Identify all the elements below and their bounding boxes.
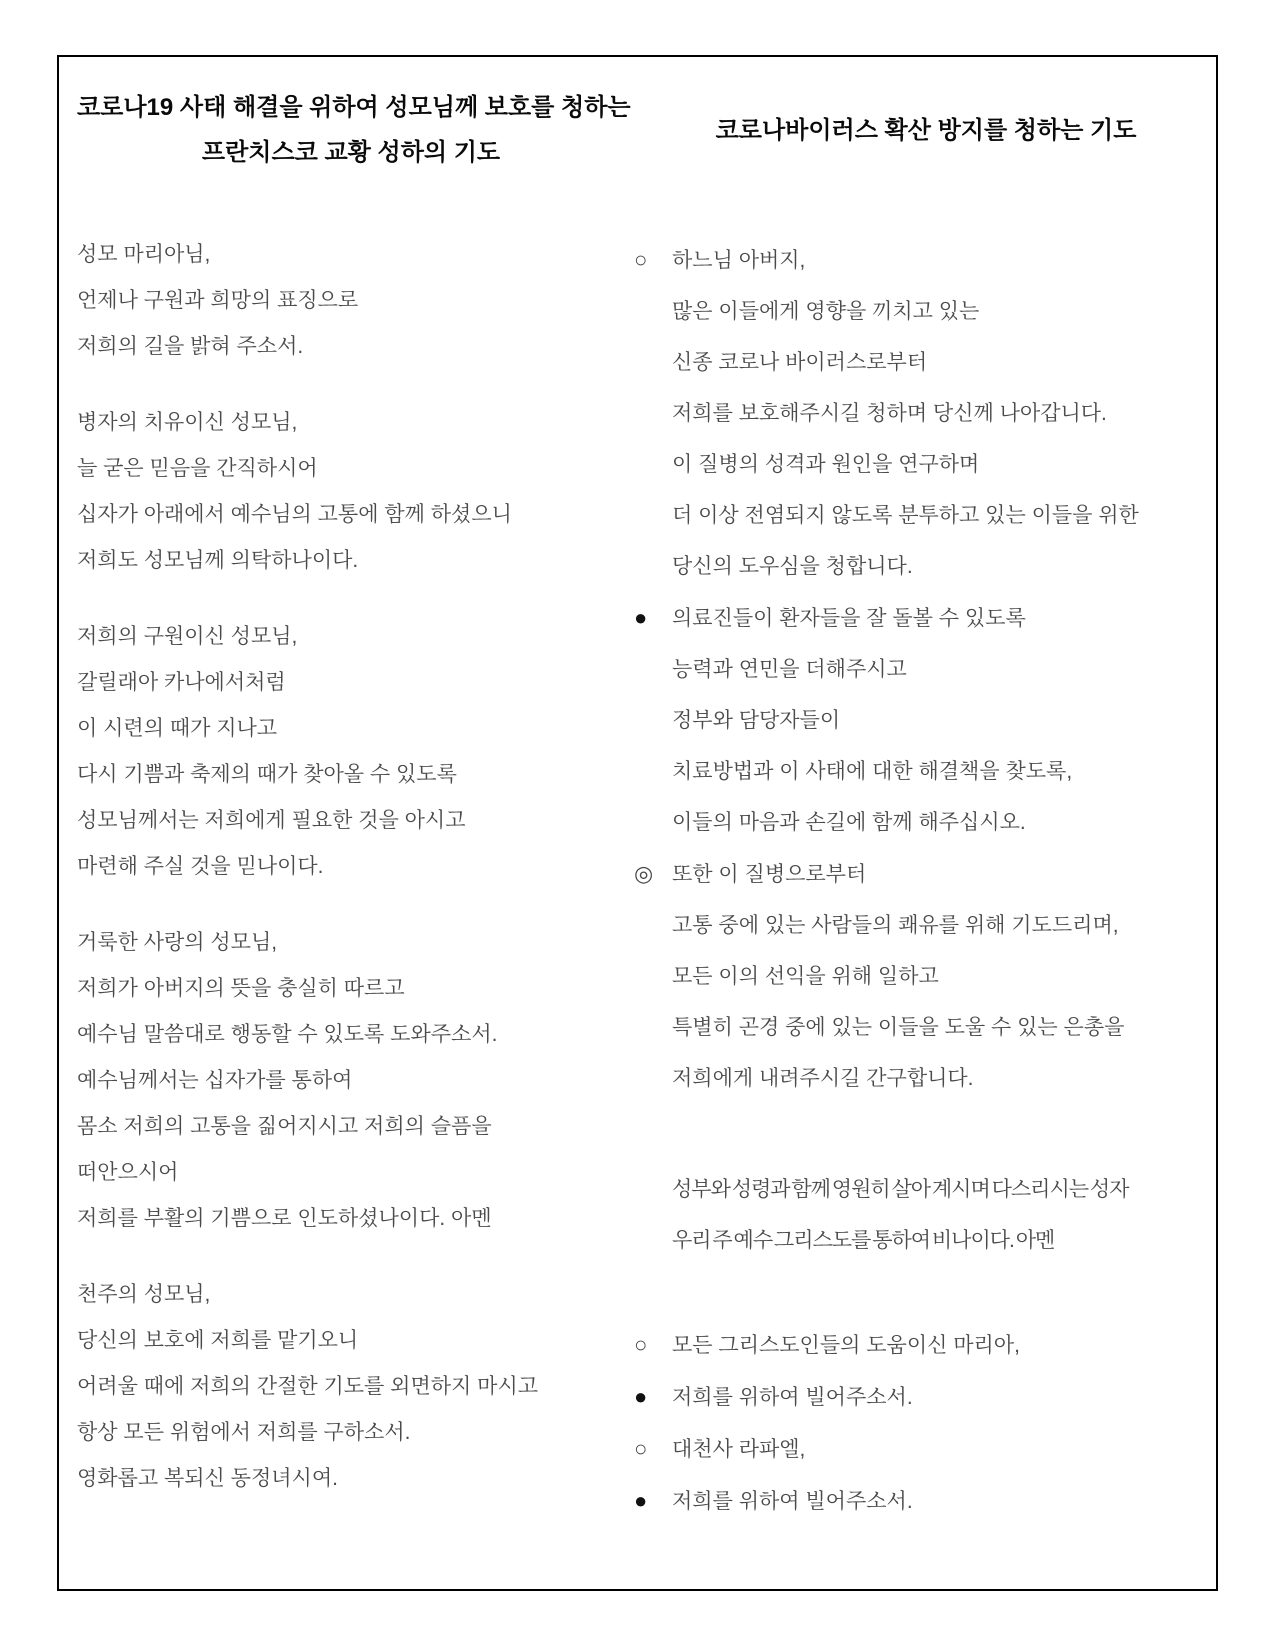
- left-title: [77, 85, 631, 175]
- prayer-line: 성부와 성령과 함께 영원히 살아 계시며 다스리시는 성자: [672, 1178, 1129, 1201]
- prayer-line: 늘 굳은 믿음을 간직하시어: [77, 457, 318, 480]
- prayer-line: 모든 이의 선익을 위해 일하고: [672, 965, 939, 988]
- prayer-line: [634, 848, 1218, 900]
- prayer-line: 저희의 길을 밝혀 주소서.: [77, 335, 304, 358]
- prayer-line: 거룩한 사랑의 성모님,: [77, 931, 278, 954]
- filled-circle-bullet-icon: ●: [634, 1384, 648, 1409]
- prayer-line: 특별히 곤경 중에 있는 이들을 도울 수 있는 은총을: [672, 1016, 1125, 1039]
- prayer-line: 당신의 보호에 저희를 맡기오니: [77, 1329, 359, 1352]
- prayer-line: 몸소 저희의 고통을 짊어지시고 저희의 슬픔을: [77, 1115, 492, 1138]
- left-title-line-1: 코로나19 사태 해결을 위하여 성모님께 보호를 청하는: [77, 94, 631, 121]
- right-column: [634, 85, 1218, 1527]
- prayer-line: 영화롭고 복되신 동정녀시여.: [77, 1467, 338, 1490]
- paragraph: [77, 614, 625, 890]
- litany-text: 저희를 위하여 빌어주소서.: [672, 1386, 913, 1409]
- prayer-line-text: 하느님 아버지,: [672, 249, 806, 272]
- litany-text: 대천사 라파엘,: [672, 1438, 806, 1461]
- left-title-line-2: 프란치스코 교황 성하의 기도: [201, 139, 501, 166]
- prayer-line: 십자가 아래에서 예수님의 고통에 함께 하셨으니: [77, 503, 512, 526]
- prayer-line: 어려울 때에 저희의 간절한 기도를 외면하지 마시고: [77, 1375, 539, 1398]
- prayer-line-text: 또한 이 질병으로부터: [672, 863, 867, 886]
- prayer-line: 천주의 성모님,: [77, 1283, 211, 1306]
- paragraph: [77, 1272, 625, 1502]
- paragraph: [77, 400, 625, 584]
- prayer-line: 항상 모든 위험에서 저희를 구하소서.: [77, 1421, 411, 1444]
- right-title: 코로나바이러스 확산 방지를 청하는 기도: [715, 117, 1137, 144]
- litany-line: [634, 1423, 1218, 1475]
- paragraph: [77, 232, 625, 370]
- double-circle-bullet-icon: ◎: [634, 861, 654, 886]
- prayer-line-text: 의료진들이 환자들을 잘 돌볼 수 있도록: [672, 607, 1026, 630]
- closing-doxology: [634, 1164, 1218, 1266]
- litany-line: [634, 1475, 1218, 1527]
- litany-line: [634, 1371, 1218, 1423]
- right-prayer-body: [634, 234, 1218, 1527]
- prayer-line: 많은 이들에게 영향을 끼치고 있는: [672, 300, 980, 323]
- prayer-line: 저희에게 내려주시길 간구합니다.: [672, 1067, 974, 1090]
- prayer-line: 마련해 주실 것을 믿나이다.: [77, 855, 324, 878]
- prayer-line: 병자의 치유이신 성모님,: [77, 411, 298, 434]
- prayer-line: 저희가 아버지의 뜻을 충실히 따르고: [77, 977, 405, 1000]
- prayer-line: 떠안으시어: [77, 1161, 179, 1184]
- prayer-line: 정부와 담당자들이: [672, 709, 841, 732]
- prayer-line: 예수님께서는 십자가를 통하여: [77, 1069, 353, 1092]
- left-prayer-body: [77, 232, 625, 1502]
- prayer-line: 성모 마리아님,: [77, 243, 211, 266]
- prayer-line: 당신의 도우심을 청합니다.: [672, 555, 913, 578]
- prayer-line: 저희도 성모님께 의탁하나이다.: [77, 549, 359, 572]
- litany-text: 모든 그리스도인들의 도움이신 마리아,: [672, 1334, 1020, 1357]
- prayer-line: 다시 기쁨과 축제의 때가 찾아올 수 있도록: [77, 763, 457, 786]
- prayer-line: 예수님 말씀대로 행동할 수 있도록 도와주소서.: [77, 1023, 498, 1046]
- prayer-line: [634, 234, 1218, 286]
- circle-bullet-icon: ○: [634, 247, 648, 272]
- filled-circle-bullet-icon: ●: [634, 605, 648, 630]
- prayer-line: 치료방법과 이 사태에 대한 해결책을 찾도록,: [672, 760, 1073, 783]
- circle-bullet-icon: ○: [634, 1332, 648, 1357]
- prayer-line: 이들의 마음과 손길에 함께 해주십시오.: [672, 811, 1026, 834]
- prayer-line: 성모님께서는 저희에게 필요한 것을 아시고: [77, 809, 466, 832]
- circle-bullet-icon: ○: [634, 1436, 648, 1461]
- prayer-line: 우리 주 예수 그리스도를 통하여 비나이다. 아멘: [672, 1229, 1055, 1252]
- left-column: [77, 85, 631, 1532]
- document-page: [57, 55, 1218, 1591]
- prayer-line: 더 이상 전염되지 않도록 분투하고 있는 이들을 위한: [672, 504, 1139, 527]
- prayer-line: 이 시련의 때가 지나고: [77, 717, 278, 740]
- paragraph: [77, 920, 625, 1242]
- prayer-line: 저희를 보호해주시길 청하며 당신께 나아갑니다.: [672, 402, 1107, 425]
- prayer-line: 저희를 부활의 기쁨으로 인도하셨나이다. 아멘: [77, 1207, 492, 1230]
- prayer-line: 신종 코로나 바이러스로부터: [672, 351, 928, 374]
- litany-text: 저희를 위하여 빌어주소서.: [672, 1490, 913, 1513]
- prayer-line: [634, 592, 1218, 644]
- prayer-line: 고통 중에 있는 사람들의 쾌유를 위해 기도드리며,: [672, 914, 1119, 937]
- prayer-line: 이 질병의 성격과 원인을 연구하며: [672, 453, 980, 476]
- prayer-line: 능력과 연민을 더해주시고: [672, 658, 907, 681]
- prayer-line: 저희의 구원이신 성모님,: [77, 625, 298, 648]
- prayer-line: 언제나 구원과 희망의 표징으로: [77, 289, 359, 312]
- litany-line: [634, 1319, 1218, 1371]
- prayer-line: 갈릴래아 카나에서처럼: [77, 671, 286, 694]
- litany: [634, 1319, 1218, 1527]
- filled-circle-bullet-icon: ●: [634, 1488, 648, 1513]
